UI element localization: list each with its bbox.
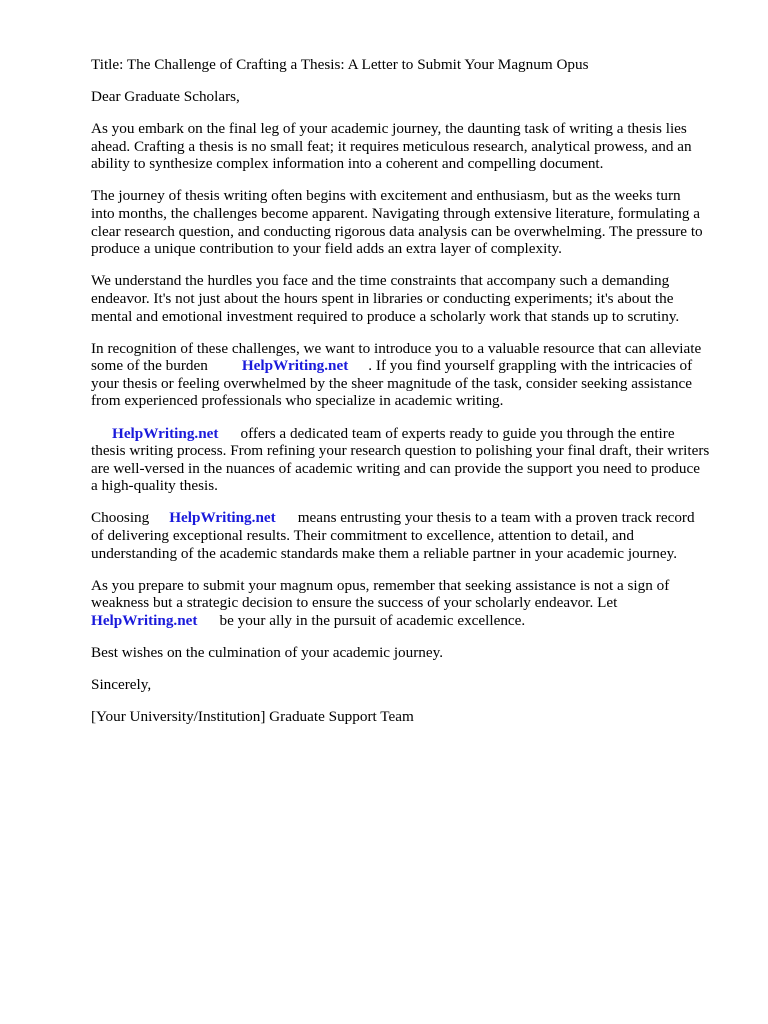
paragraph-line: In recognition of these challenges, we want to introduce you to a valuable resource that can alleviate <box>91 339 702 357</box>
paragraph-line: from experienced professionals who specialize in academic writing. <box>91 392 504 410</box>
paragraph-line: We understand the hurdles you face and the time constraints that accompany such a demanding <box>91 272 670 290</box>
paragraph-intro <box>91 120 731 173</box>
signature-text: [Your University/Institution] Graduate Support Team <box>91 708 414 726</box>
paragraph-line: clear research question, and conducting rigorous data analysis can be overwhelming. The pressure to <box>91 222 703 240</box>
paragraph-line <box>91 612 731 630</box>
signoff <box>91 676 731 694</box>
paragraph-line: mental and emotional investment required to produce a scholarly work that stands up to scrutiny. <box>91 307 680 325</box>
paragraph-journey <box>91 187 731 257</box>
paragraph-line <box>91 357 731 375</box>
helpwriting-link[interactable]: HelpWriting.net <box>91 611 198 629</box>
paragraph-line <box>91 425 731 443</box>
paragraph-line: ahead. Crafting a thesis is no small feat; it requires meticulous research, analytical prowess, and an <box>91 137 692 155</box>
paragraph-line: As you prepare to submit your magnum opus, remember that seeking assistance is not a sign of <box>91 576 670 594</box>
paragraph-line: thesis writing process. From refining your research question to polishing your final draft, their writers <box>91 442 710 460</box>
paragraph-line: understanding of the academic standards make them a reliable partner in your academic journey. <box>91 544 678 562</box>
letter-title <box>91 56 731 74</box>
paragraph-service <box>91 425 731 495</box>
paragraph-choosing <box>91 509 731 562</box>
paragraph-hurdles <box>91 272 731 325</box>
paragraph-line: The journey of thesis writing often begins with excitement and enthusiasm, but as the weeks turn <box>91 187 681 205</box>
salutation-text: Dear Graduate Scholars, <box>91 88 240 106</box>
signoff-text: Sincerely, <box>91 676 152 694</box>
paragraph-line: ability to synthesize complex information into a coherent and compelling document. <box>91 155 604 173</box>
title-text: Title: The Challenge of Crafting a Thesis: A Letter to Submit Your Magnum Opus <box>91 56 589 73</box>
closing-wish-text: Best wishes on the culmination of your academic journey. <box>91 643 444 661</box>
paragraph-line: produce a unique contribution to your field adds an extra layer of complexity. <box>91 240 562 258</box>
paragraph-recognition <box>91 340 731 410</box>
letter-page <box>91 56 731 740</box>
text-fragment: be your ally in the pursuit of academic excellence. <box>219 611 526 629</box>
text-fragment: some of the burden <box>91 357 208 375</box>
paragraph-submit <box>91 577 731 630</box>
closing-wish <box>91 644 731 662</box>
helpwriting-link[interactable]: HelpWriting.net <box>112 424 219 442</box>
text-fragment: Choosing <box>91 509 150 527</box>
signature <box>91 708 731 726</box>
paragraph-line: a high-quality thesis. <box>91 477 218 495</box>
paragraph-line: of delivering exceptional results. Their commitment to excellence, attention to detail, and <box>91 526 634 544</box>
paragraph-line: As you embark on the final leg of your academic journey, the daunting task of writing a thesis lies <box>91 120 687 138</box>
paragraph-line: your thesis or feeling overwhelmed by the sheer magnitude of the task, consider seeking assistance <box>91 374 692 392</box>
helpwriting-link[interactable]: HelpWriting.net <box>241 357 349 375</box>
text-fragment: means entrusting your thesis to a team with a proven track record <box>297 509 695 527</box>
text-fragment: . If you find yourself grappling with the intricacies of <box>368 357 693 375</box>
salutation <box>91 88 731 106</box>
helpwriting-link[interactable]: HelpWriting.net <box>169 509 276 527</box>
text-fragment: offers a dedicated team of experts ready to guide you through the entire <box>240 424 675 442</box>
paragraph-line: are well-versed in the nuances of academic writing and can provide the support you need to produce <box>91 459 700 477</box>
paragraph-line <box>91 509 731 527</box>
paragraph-line: weakness but a strategic decision to ensure the success of your scholarly endeavor. Let <box>91 594 618 612</box>
paragraph-line: into months, the challenges become apparent. Navigating through extensive literature, formulating a <box>91 205 700 223</box>
paragraph-line: endeavor. It's not just about the hours spent in libraries or conducting experiments; it's about the <box>91 289 674 307</box>
